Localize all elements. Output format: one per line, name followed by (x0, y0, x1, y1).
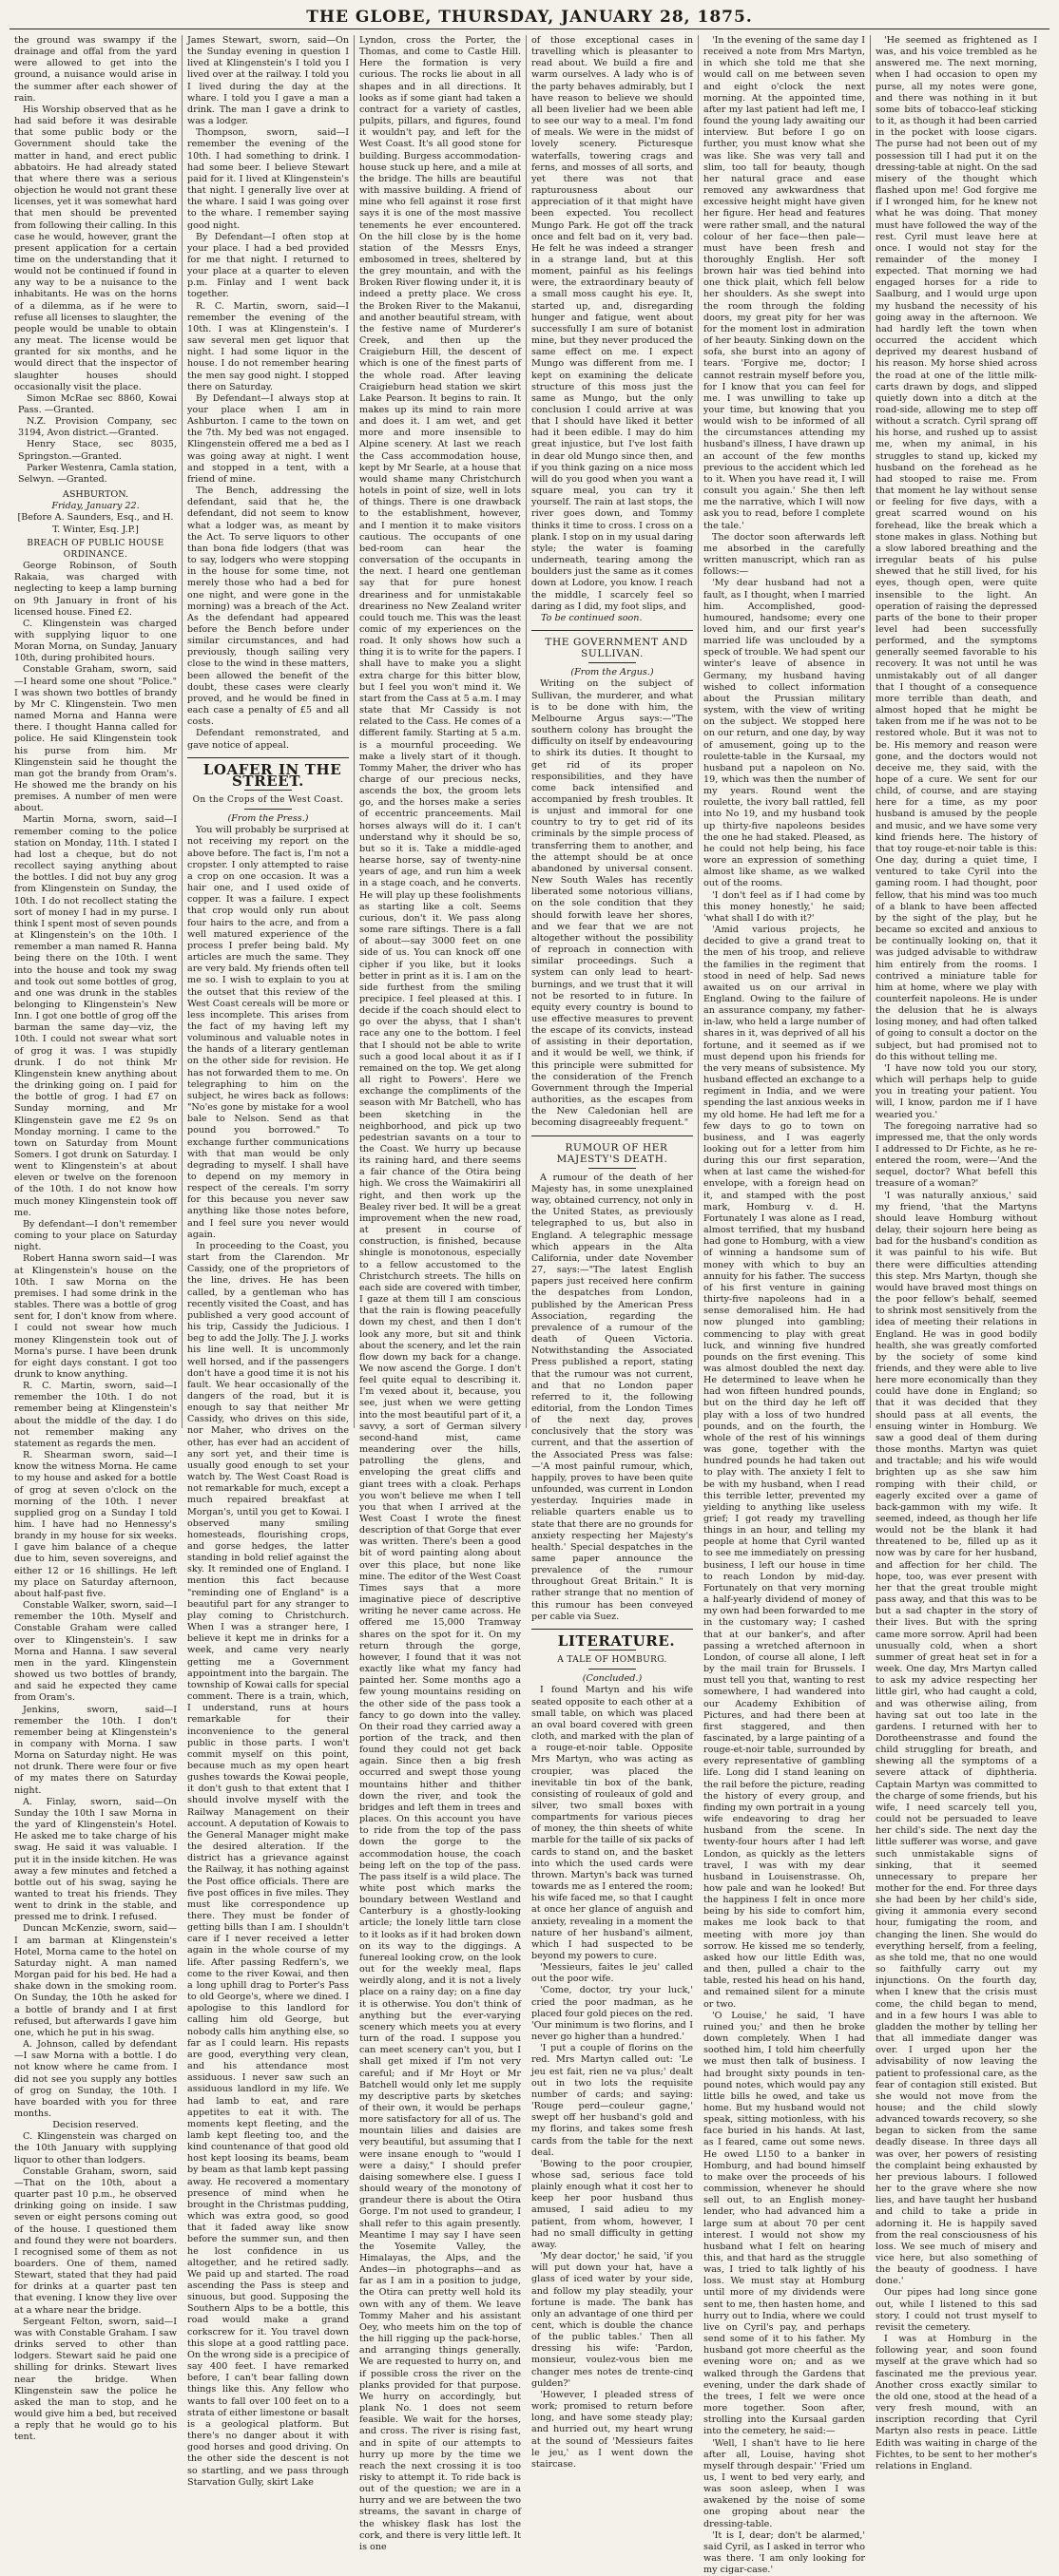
paragraph: 'Well, I shan't have to lie here after all, Louise, having shot myself through despair.' 'Fried um us, I went to bed very early, and was soon asleep, when I was awakened by the noise of some one groping about near the dressing-table. (703, 2437, 865, 2529)
paragraph: Robert Hanna sworn said—I was at Klingenstein's house on the 10th. I saw Morna on the premises. I had some drink in the stables. There was a bottle of grog sent for, I don't know from where. I could not swear how much money Klingenstein took out of Morna's purse. I have been drunk for eight days constant. I got too drunk to know anything. (14, 1253, 177, 1380)
paragraph: Lyndon, cross the Porter, the Thomas, and come to Castle Hill. Here the formation is very curious. The rocks lie about in all shapes and in all directions. It looks as if some giant had taken a contract for a variety of castles, pulpits, pillars, and figures, found it wouldn't pay, and left for the West Coast. It's all good stone for building. Burgess accommodation-house stuck up here, and a mile at the bridge. The hills are beautiful with massive building. A friend of mine who fell against it rose first says it is one of the most massive tenements he ever encountered. On the hill close by is the home station of the Messrs Enys, embosomed in trees, sheltered by the grey mountain, and with the Broken River flowing under it, it is indeed a pretty place. We cross the Broken River to the Makanui, and another beautiful stream, with the festive name of Murderer's Creek, and then up the Craigieburn Hill, the descent of which is one of the finest parts of the whole road. After leaving Craigieburn head station we skirt Lake Pearson. It begins to rain. It makes up its mind to rain more and does it. I am wet, and get more and more insensible to Alpine scenery. At last we reach the Cass accommodation house, kept by Mr Searle, at a house that would shame many Christchurch hotels in point of size, well in lots of things. There is one drawback to the establishment, however, and I mention it to make visitors cautious. The occupants of one bed-room can hear the conversation of the occupants in the next. I heard one gentleman say that for pure honest dreariness and for unmistakable dreariness no New Zealand writer could touch me. This was the least comic of my experiences on the road. It only shows how such a thing it is to write for the papers. I shall have to make you a slight extra charge for this bitter blow, but I feel you won't mind it. We start from the Cass at 5 a.m. I may state that Mr Cassidy is not related to the Cass. He comes of a different family. Starting at 5 a.m. is a mournful proceeding. We make a lively start of it though. Tommy Maher, the driver who has charge of our precious necks, ascends the box, the groom lets go, and the horses make a series of eccentric pranceements. Mail horses always will do it. I can't understand why it should be so, but so it is. Take a middle-aged hearse horse, say of twenty-nine years of age, and run him a week in a stage coach, and he converts. He will play up these foolishments as starting like a colt. Seems curious, don't it. We pass along some rare siftings. There is a fall of about—say 3000 feet on one side of us. You can knock off one cipher if you like, but it looks better in print as it is. I am on the side furthest from the smiling precipice. I feel pleased at this. I decide if the coach should elect to go over the abyss, that I shan't race any one to the bottom. I feel that I should not be able to write such a good local about it as if I remained on the top. We get along all right to Powers'. Here we exchange the compliments of the season with Mr Batchell, who has been sketching in the neighborhood, and pick up two pedestrian savants on a tour to the Coast. We hurry up because its raining hard, and there seems a fair chance of the Otira being high. We cross the Waimakiriri all right, and then work up the Bealey river bed. It will be a great improvement when the new road, at present in course of construction, is finished, because shingle is monotonous, especially to a fellow accustomed to the Christchurch streets. The hills on each side are covered with timber, I gaze at them till I am conscious that the rain is flowing peacefully down my chest, and then I don't look any more, but sit and think about the scenery, and let the rain flow down my back for a change. We now ascend the Gorge. I don't feel quite equal to describing it. I'm vexed about it, because, you see, just when we were getting into the most beautiful part of it, a savvy, a sort of German silvery second-hand mist, came meandering over the hills, patrolling the glens, and enveloping the great cliffs and giant trees with a cloak. Perhaps you won't believe me when I tell you that when I arrived at the West Coast I wrote the finest description of that Gorge that ever was written. There's been a good bit of word painting along about over this place, but none like mine. The editor of the West Coast Times says that a more imaginative piece of descriptive writing he never came across. He offered me 15,000 Tramway shares on the spot for it. On my return through the gorge, however, I found that it was not exactly like what my fancy had painted her. Some months ago a few young mountains residing on the other side of the pass took a fancy to go down into the valley. On their road they carried away a portion of the track, and then found they could not get back again. Since then a big fresh occurred and swept those young mountains hither and thither down the river, and took the bridges and left them in trees and places. On this account you have to ride from the top of the pass down the gorge to the accommodation house, the coach being left on the top of the pass. The pass itself is a wild place. The white post which marks the boundary between Westland and Canterbury is a ghostly-looking article; the lonely little tarn close to it looks as if it had broken down on its way to the diggings. A funereal looking crow, on the look out for the weekly meal, flaps weirdly along, and it is not a lively place on a rainy day; on a fine day it is otherwise. You don't think of anything but the ever-varying scenery which meets you at every turn of the road. I suppose you can meet scenery can't you, but I shall get mixed if I'm not very careful; and if Mr Hoyt or Mr Batchell would only let me supply my descriptive parts by sketches of their own, it would be perhaps more satisfactory for all of us. The mountain lilies and daisies are very beautiful, but assuming that I were insane enough to "would I were a daisy," I should prefer daising somewhere else. I guess I should weary of the monotony of grandeur there is about the Otira Gorge. I'm not used to grandeur, I shall refer to this again presently. Meantime I may say I have seen the Yosemite Valley, the Himalayas, the Alps, and the Andes—in photographs—and as far as I am in a position to judge, the Otira can pretty well hold its own with any of them. We leave Tommy Maher and his assistant Oey, who meets him on the top of the hill rigging up the pack-horse, and arranging things generally. We are requested to hurry on, and if possible cross the river on the planks provided for that purpose. We hurry on accordingly, but plank No. 1 does not seem feasible. We wait for the horses, and cross. The river is rising fast, and in spite of our attempts to hurry up more by the time we reach the next crossing it is too risky to attempt it. To ride back is out of the question; we are in a hurry and we are between the two streams, the savant in charge of the whiskey flask has lost the cork, and there is very little left. It is one (359, 35, 521, 2552)
paragraph: You will probably be surprised at not receiving my report on the above before. The fact is, I'm not a cropster. I only attempted to raise a crop on one occasion. It was a hair one, and I used oxide of copper. It was a failure. I expect that crop would only run about four hairs to the acre, and from a well matured experience of the process I prefer being bald. My articles are much the same. They are very bald. My friends often tell me so. I wish to explain to you at the outset that this review of the West Coast cereals will be more or less incomplete. This arises from the fact of my having left my voluminous and valuable notes in the hands of a literary gentleman on the other side for revision. He has not forwarded them to me. On telegraphing to him on the subject, he wires back as follows: "No'es gone by mistake for a wool bale to Nelson. Send as that pound you borrowed." To exchange further communications with that man would be only degrading to myself. I shall have to depend on my memory in respect of the cereals. I'm sorry for this because you never saw anything like those notes before, and I feel sure you never would again. (187, 825, 349, 1240)
license-grant: N.Z. Provision Company, sec 3194, Avon district.—Granted. (18, 416, 177, 439)
subheading-rule (588, 1669, 636, 1670)
paragraph: C. Klingenstein was charged on the 10th January with supplying liquor to other than lodgers. (14, 2131, 177, 2166)
paragraph: I was at Homburg in the following year, and soon found myself at the grave which had so fascinated me the previous year. Another cross exactly similar to the old one, stood at the head of a very fresh mound, with an inscription recording that Cyril Martyn also rests in peace. Little Edith was waiting in charge of the Fichtes, to be sent to her mother's relations in England. (876, 2334, 1037, 2471)
paragraph: Thompson, sworn, said—I remember the evening of the 10th. I had something to drink. I had some beer. I believe Stewart paid for it. I lived at Klingenstein's that night. I generally live over at the whare. I said I was going over to the whare. I remember saying good night. (187, 127, 349, 231)
paragraph: By defendant—I don't remember coming to your place on Saturday night. (14, 1218, 177, 1253)
paragraph: The foregoing narrative had so impressed me, that the only words I addressed to Dr Fichte, as he re-entered the room, were—'And the sequel, doctor? What befell this treasure of a woman?' (876, 1120, 1037, 1190)
paragraph: 'Messieurs, faites le jeu' called out the poor wife. (531, 1962, 693, 1985)
paragraph: George Robinson, of South Rakaia, was charged with neglecting to keep a lamp burning on 9th January in front of his licensed house. Fined £2. (14, 561, 177, 618)
paragraph: R. Shearman sworn, said—I know the witness Morna. He came to my house and asked for a bottle of grog at seven o'clock on the morning of the 10th. I never supplied grog on a Sunday I told him. I have had no Hennessy's brandy in my house for six weeks. I gave him balance of a cheque due to him, seven sovereigns, and either 12 or 16 shillings. He left my place on Saturday afternoon, about half-past five. (14, 1450, 177, 1599)
paragraph: 'My dear doctor,' he said, 'if you will put down your hat, have a glass of iced water by your side, and follow my play steadily, your fortune is made. The bank has only an advantage of one third per cent, which is double the chance of the public tables.' Then all dressing his wife: 'Pardon, monsieur, voulez-vous bien me changer mes notes de trente-cinq gulden?' (531, 2251, 693, 2389)
article-source: (From the Press.) (227, 813, 309, 825)
article-headline: THE GOVERNMENT AND SULLIVAN. (545, 636, 688, 660)
paragraph: The doctor soon afterwards left me absorbed in the carefully written manuscript, which ran as follows:— (703, 531, 865, 578)
paragraph: Sergeant Felton, sworn, said—I was with Constable Graham. I saw drinks served to other than lodgers. Stewart said he paid one shilling for drinks. Stewart lives near the bridge. When Klingenstein saw the police he asked the man to stop, and he would give him a bed, but received a reply that he would go to his tent. (14, 2316, 177, 2443)
paragraph: R. C. Martin, sworn, said—I remember the 10th. I do not remember being at Klingenstein's about the middle of the day. I do not remember making any statement as regards the men. (14, 1381, 177, 1449)
paragraph: 'My dear husband had not a fault, as I thought, when I married him. Accomplished, good-humoured, handsome; every one loved him, and our first year's married life was unclouded by a speck of trouble. We had spent our winter's leave of absence in Germany, my husband having wished to collect information about the Prussian military system, with the view of writing on the subject. We stopped here on our return, and one day, by way of amusement, going up to the roulette-table in the Kursaal, my husband put a napoleon on No. 19, which was then the number of my years. Round went the roulette, the ivory ball rattled, fell into No 19, and my husband took up thirty-five napoleons besides the one he had staked. Pleased, as he could not help being, his face wore an expression of something almost like shame, as we walked out of the rooms. (703, 578, 865, 889)
paragraph: Defendant remonstrated, and gave notice of appeal. (187, 728, 349, 751)
paragraph: James Stewart, sworn, said—On the Sunday evening in question I lived at Klingenstein's I told you I lived over at the railway. I told you I lived during the day at the whare. I told you I gave a man a drink. The man I gave a drink to was a lodger. (187, 35, 349, 127)
column-3 (354, 35, 526, 2552)
headline-rule (588, 1650, 636, 1651)
article-headline: LOAFER IN THE STREET. (202, 760, 342, 790)
paragraph: In proceeding to the Coast, you start from the Clarendon. Mr Cassidy, one of the proprietors of the line, drives. He has been called, by a gentleman who has recently visited the Coast, and has published a very good account of his trip, Cassidy the Judicious. I beg to add the Jolly. The J. J. works his line well. It is uncommonly well horsed, and if the passengers don't have a good time it is not his fault. We hear occasionally of the dangers of the road, but it is enough to say that neither Mr Cassidy, who drives on this side, nor Maher, who drives on the other, has ever had an accident of any sort yet, and their time is usually good enough to set your watch by. The West Coast Road is not remarkable for much, except a much repaired breakfast at Morgan's, until you get to Kowai. I observed many smiling homesteads, flourishing crops, and gorse hedges, the latter standing in bold relief against the sky. It reminded one of England. I mention this fact because "reminding one of England" is a beautiful part for any stranger to play coming to Christchurch. When I was a stranger here, I believe it kept me in drinks for a week, and came very nearly getting me a Government appointment into the bargain. The township of Kowai calls for special comment. There is a train, which, I understand, runs at hours remarkable for their inconvenience to the general public in those parts. I won't commit myself on this point, because much as my open heart gushes towards the Kowai people, it don't gush to that extent that I should involve myself with the Railway Management on their account. A deputation of Kowais to the General Manager might make the desired alteration. If the district has a grievance against the Railway, it has nothing against the Post office officials. There are five post offices in five miles. They must like correspondence up there. They must be fonder of getting bills than I am. I shouldn't care if I never received a letter again in the whole course of my life. After passing Redfern's, we come to the river Kowai, and then a long uphill drag to Porter's Pass to old George's, where we dined. I apologise to this landlord for calling him old George, but nobody calls him anything else, so far as I could learn. His repasts are good, everything very clean, and his attendance most assiduous. I never saw such an assiduous landlord in my life. We had lamb to eat, and rare appetites to eat it with. The moments kept fleeting, and the lamb kept fleeting too, and the kind countenance of that good old host kept loosing its beams, beam by beam as that lamb kept passing away. He recovered a momentary presence of mind when he brought in the Christmas pudding, which was extra good, so good that it faded away like snow before the summer sun, and then he lost confidence in us altogether, and he retired sadly. We paid up and started. The road ascending the Pass is steep and sinuous, but good. Supposing the Southern Alps to be a bottle, this road would make a grand corkscrew for it. You travel down this slope at a good rattling pace. On the wrong side is a precipice of say 400 feet. I have remarked before, I can't bear falling down things like this. Any fellow who wants to fall over 100 feet on to a strata of either limestone or basalt is a geological platform. But there's no danger about it with good horses and good driving. On the other side the descent is not so startling, and we pass through Starvation Gully, skirt Lake (187, 1240, 349, 2488)
section-heading: ASHBURTON. (62, 489, 129, 501)
paragraph: 'It is I, dear; don't be alarmed,' said Cyril, as I asked in terror who was there. 'I am only looking for my cigar-case.' (703, 2529, 865, 2576)
paragraph: By Defendant—I often stop at your place. I had a bed provided for me that night. I returned to your place at a quarter to eleven p.m. Finlay and I went back together. (187, 231, 349, 300)
paragraph: Constable Graham, sworn, said—I heard some one shout "Police." I was shown two bottles of brandy by Mr C. Klingenstein. Two men named Morna and Hanna were there. I thought Hanna called for police. He said Klingenstein took his purse from him. Mr Klingenstein said he thought the man got the brandy from Oram's. He showed me the brandy on his premises. A number of men were about. (14, 664, 177, 814)
section-divider (187, 757, 349, 758)
masthead: THE GLOBE, THURSDAY, JANUARY 28, 1875. (10, 8, 1049, 29)
column-6 (870, 35, 1042, 2471)
paragraph: 'I have now told you our story, which will perhaps help to guide you in treating your patient. You will, I know, pardon me if I have wearied you.' (876, 1062, 1037, 1120)
headline-rule (588, 662, 636, 663)
paragraph: A. Johnson, called by defendant—I saw Morna with a bottle. I do not know where he came from. I did not see you supply any bottles of grog on Sunday, the 10th. I have boarded with you for three months. (14, 2039, 177, 2119)
section-divider (531, 1135, 693, 1136)
continued-note: To be continued soon. (541, 612, 643, 623)
paragraph: Duncan McKenzie, sworn, said—I am barman at Klingenstein's Hotel, Morna came to the hotel on Saturday night. A man named Morgan paid for his bed. He had a shake down in the smoking room. On Sunday, the 10th he asked for a bottle of brandy and I at first refused, but afterwards I gave him one, which he put in his swag. (14, 1923, 177, 2038)
paragraph: C. Klingenstein was charged with supplying liquor to one Moran Morna, on Sunday, January 10th, during prohibited hours. (14, 618, 177, 664)
paragraph: The Bench, addressing the defendant, said that he, the defendant, did not seem to know what a lodger was, as meant by the Act. To serve liquors to other than bona fide lodgers (that was to say, lodgers who were stopping in the house for some time, not merely those who had a bed for one night, and were gone in the morning) was a breach of the Act. As the defendant had appeared before the Bench before under similar circumstances, and had previously, though sailing very close to the wind in these matters, been allowed the benefit of the doubt, these cases were clearly proved, and he would be fined in each case a penalty of £5 and all costs. (187, 486, 349, 728)
columns (10, 35, 1049, 2576)
paragraph: A rumour of the death of her Majesty has, in some unexplained way, obtained currency, not only in the United States, as previously telegraphed to us, but also in England. A telegraphic message which appears in the Alta California, under date November 27, says:—"The latest English papers just received here confirm the despatches from London, published by the American Press Association, regarding the prevalence of a rumour of the death of Queen Victoria. Notwithstanding the Associated Press published a report, stating that the rumour was not current, and that no London paper referred to it, the following editorial, from the London Times of the next day, proves conclusively that the story was current, and that the assertion of the Associated Press was false:—'A most painful rumour, which, happily, proves to have been quite unfounded, was current in London yesterday. Inquiries made in reliable quarters enable us to state that there are no grounds for anxiety respecting her Majesty's health.' Special despatches in the same paper announce the prevalence of the rumour throughout Great Britain." It is rather strange that no mention of this rumour has been conveyed per cable via Suez. (531, 1172, 693, 1622)
paragraph: 'Come, doctor, try your luck,' cried the poor madman, as he placed four gold pieces on the red. 'Our minimum is two florins, and I never go higher than a hundred.' (531, 1985, 693, 2043)
paragraph: Martin Morna, sworn, said—I remember coming to the police station on Monday, 11th. I stated I had lost a cheque, but do not recollect saying anything about the bottles. I did not buy any grog from Klingenstein on Sunday, the 10th. I do not recollect stating the sort of money I had in my purse. I think I spent most of seven pounds at Klingenstein's on the 10th. I remember a man named R. Hanna being there on the 10th. I went into the house and took my swag and took out some bottles of grog, and one was drunk in the stables belonging to Klingenstein's New Inn. I got one bottle of grog off the barman the same day—viz, the 10th. I could not swear what sort of grog it was. I was stupidly drunk. I do not think Mr Klingenstein knew anything about the drinking going on. I paid for the bottle of grog. I had £7 on Sunday morning, and Mr Klingenstein gave me £2 9s on Monday morning. I came to the town on Saturday from Mount Somers. I got drunk on Saturday. I went to Klingenstein's at about eleven or twelve on the forenoon of the 10th. I do not know how much money Klingenstein took off me. (14, 814, 177, 1218)
court-bench: [Before A. Saunders, Esq., and H. T. Winter, Esq. J.P.] (17, 512, 174, 535)
paragraph: By Defendant—I always stop at your place when I am in Ashburton. I came to the town on the 7th. My bed was not engaged. Klingenstein offered me a bed as I was going away at night. I went and stopped in a tent, with a friend of mine. (187, 392, 349, 485)
article-subheading: On the Crops of the West Coast. (192, 795, 344, 805)
paragraph: 'He seemed as frightened as I was, and his voice trembled as he answered me. The next morning, when I had occasion to open my purse, all my notes were gone, and there was nothing in it but some bits of tobacco-leaf sticking to it, as though it had been carried in the pocket with loose cigars. The purse had not been out of my possession till I had put it on the dressing-table at night. On the sad misery of the thought which flashed upon me! God forgive me if I wronged him, for he knew not what he was doing. That money must have followed the way of the rest. Cyril must leave here at once. I would not stay for the remainder of the money I expected. That morning we had engaged horses for a ride to Saalburg, and I would urge upon my husband the necessity of his going away in the afternoon. We had hardly left the town when occurred the accident which deprived my dearest husband of his reason. My horse shied across the road at one of the little milk-carts drawn by dogs, and slipped quietly down into a ditch at the road-side, allowing me to step off without a scratch. Cyril sprang off his horse, and rushed up to assist me, when my animal, in his struggles to stand up, kicked my husband on the forehead as he had stooped to raise me. From that moment he lay without sense or feeling for five days, with a great scarred wound on his forehead, like the break which a stone makes in glass. Nothing but a slow labored breathing and the irregular beats of his pulse shewed that he still lived, for his eyes, though open, were quite insensible to the light. An operation of raising the depressed parts of the bone to their proper level had been successfully performed, and the symptoms generally seemed favorable to his recovery. It was not until he was unmistakably out of all danger that I thought of a consequence more terrible than death, and almost hoped that he might be taken from me if he was not to be restored whole. But it was not to be. His memory and reason were gone, and the doctors would not deceive me, they said, with the hope of a cure. We sent for our child, of course, and are staying here for a time, as my poor husband is amused by the people and music, and we have some very kind friends here. The history of that toy rouge-et-noir table is this: One day, during a quiet time, I ventured to take Cyril into the gaming room. I had thought, poor fellow, that his mind was too much of a blank to have been affected by the sight of the play, but he became so excited and anxious to be continually looking on, that it was judged advisable to withdraw him entirely from the rooms. I contrived a miniature table for him at home, where we play with counterfeit napoleons. He is under the delusion that he is always losing money, and had often talked of going to consult a doctor on the subject, but had promised not to do this without telling me. (876, 35, 1037, 1062)
license-grant: Simon McRae sec 8860, Kowai Pass. —Granted. (18, 392, 177, 415)
decision-line: Decision reserved. (52, 2120, 139, 2131)
paragraph: 'Bowing to the poor croupier, whose sad, serious face told plainly enough what it cost her to keep her poor husband thus amused, I said adieu to my patient, from whom, however, I had no small difficulty in getting away. (531, 2158, 693, 2250)
license-grant: Henry Stace, sec 8035, Springston.—Granted. (18, 439, 177, 462)
paragraph: His Worship observed that as he had said before it was desirable that some public body or the Government should take the matter in hand, and erect public abbatoirs. He had already stated that where there was a serious objection he would not grant these licenses, yet it was somewhat hard that men should be prevented from following their calling. In this case he would, however, grant the present application for a certain time on the understanding that it would not be continued if found in any way to be a nuisance to the inhabitants. He was on the horns of a dilemma, as if he were to refuse all licenses to slaughter, the people would be unable to obtain any meat. The license would be granted for six months, and he would direct that the inspector of slaughter houses should occasionally visit the place. (14, 104, 177, 392)
paragraph: 'O Louise,' he said, 'I have ruined you;' and then he broke down completely. When I had soothed him, I told him cheerfully we must then talk of business. I had brought sixty pounds in ten-pound notes, which would pay any little bills he owed, and take us home. But my husband would not speak, sitting motionless, with his face buried in his hands. At last, as I feared, came out some news. He owed L150 to a banker in Homburg, and had bound himself to make over the proceeds of his commission, whenever he should sell out, to an English money-lender, who had advanced him a large sum at about 70 per cent interest. I would not show my husband what I felt on hearing this, and that hard as the struggle was, I tried to talk lightly of his loss. We must stay at Homburg until more of my dividends were sent to me, then hasten home, and hurry out to India, where we could live on Cyril's pay, and perhaps send some of it to his father. My husband got more cheerful as the evening wore on; and as we walked through the Gardens that evening, under the dark shade of the trees, I felt we were once more together. Soon after, strolling into the Kursaal garden into the cemetery, he said:— (703, 2010, 865, 2437)
paragraph: of those exceptional cases in travelling which is pleasanter to read about. We build a fire and warm ourselves. A lady who is of the party behaves admirably, but I have reason to believe we should all been livelier had we been able to see our way to a meal. I'm fond of meals. We were in the midst of lovely scenery. Picturesque waterfalls, towering crags and ferns, and mosses of all sorts, and yet there was not that rapturousness about our appreciation of it that might have been expected. You recollect Mungo Park. He got off the track once and felt bad on it, very bad. He felt he was indeed a stranger in a strange land, but at this moment, painful as his feelings were, the extraordinary beauty of a small moss caught his eye. It, started up, and, disregarding hunger and fatigue, went about successfully I am sure of botanist mine, but they never produced the same effect on me. I expect Mungo was different from me. I kept on examining the delicate structure of this moss just the same as Mungo, but the only conclusion I could arrive at was that I should have liked it better had it been edible. I may do him great injustice, but I've lost faith in dear old Mungo since then, and if you think gazing on a nice moss will do you good when you want a square meal, you can try it yourself. The rain at last stops, the river goes down, and Tommy thinks it time to cross. I cross on a plank. I stop on in my usual daring style; the water is foaming underneath, tearing among the boulders just the same as it comes down at Lodore, you know. I reach the middle, I scarcely feel so daring as I did, my foot slips, and (531, 35, 693, 612)
section-date: Friday, January 22. (51, 501, 140, 512)
paragraph: Constable Graham, sworn, said—That on the 10th, about a quarter past 10 p.m., he observed drinking going on inside. I saw seven or eight persons coming out of the house. I questioned them and found they were not boarders. I recognised some of them as not boarders. One of them, named Stewart, stated that they had paid for drinks at a quarter past ten that evening. I know they live over at a whare near the bridge. (14, 2166, 177, 2316)
paragraph: Writing on the subject of Sullivan, the murderer, and what is to be done with him, the Melbourne Argus says:—"The southern colony has brought the difficulty on itself by endeavouring to shirk its duties. It thought to get rid of its proper responsibilities, and they have come back intensified and accompanied by fresh troubles. It is unjust and immoral for one country to try to get rid of its criminals by the simple process of transferring them to another, and the attempt should be at once abandoned by universal consent. New South Wales has recently liberated some notorious villians, on the sole condition that they should forwith leave her shores, and we fear that we are not altogether without the possibility of reproach in connection with similar proceedings. Such a system can only lead to heart-burnings, and we trust that it will not be resorted to in future. In equity every country is bound to use effective measures to prevent the escape of its convicts, instead of assisting in their deportation, and it would be well, we think, if this principle were submitted for the consideration of the French Government through the Imperial authorities, as the escapes from the New Caledonian hell are becoming disagreeably frequent." (531, 678, 693, 1129)
paragraph: R. C. Martin, sworn, said—I remember the evening of the 10th. I was at Klingenstein's. I saw several men get liquor that night. I had some liquor in the house. I do not remember hearing the men say good night. I stopped there on Saturday. (187, 300, 349, 392)
paragraph: 'I was naturally anxious,' said my friend, 'that the Martyns should leave Homburg without delay, their sojourn here being as bad for the husband's condition as it was painful to his wife. But there were difficulties attending this step. Mrs Martyn, though she would have braved most things on the poor fellow's behalf, seemed to shrink most sensitively from the idea of meeting their relations in England. He was in good bodily health, she was greatly comforted by the society of some kind friends, and they were able to live here more economically than they could have done in England; so that it was decided that they should pass at all events, the ensuing winter in Homburg. We saw a good deal of them during those months. Martyn was quiet and tractable; and his wife would brighten up as she saw him romping with their child, or eagerly excited over a game of back-gammon with my wife. It seemed, indeed, as though her life would not be the blank it had threatened to be, filled up as it now was by care for her husband, and affection for her child. The hope, too, was ever present with her that the great trouble might pass away, and that this was to be but a sad chapter in the story of their lives. But with the spring came more sorrow. April had been unusually cold, when a short summer of great heat set in for a week. One day, Mrs Martyn called to ask my advice respecting her little girl, who had caught a cold, and was otherwise ailing, from having sat out too late in the gardens. I returned with her to Dorotheenstrasse and found the child struggling for breath, and shewing all the symptoms of a severe attack of diphtheria. Captain Martyn was committed to the charge of some friends, but his wife, I need scarcely tell you, could not be persuaded to leave her child's side. The next day the little sufferer was worse, and gave such unmistakable signs of sinking, that it seemed unnecessary to prepare her mother for the end. For three days she had been by her child's side, giving it ammonia every second hour, fumigating the room, and changing the linen. She would do everything herself, from a feeling, as she told me, that no one would so faithfully carry out my injunctions. On the fourth day, when I knew that the crisis must come, the child began to mend, and in a few hours I was able to gladden the mother by telling her that all immediate danger was over. I urged upon her the advisability of now leaving the patient to professional care, as the fear of contagion still existed. But she would not move from the house; and the child slowly advanced towards recovery, so she began to sicken from the same deadly disease. In three days all was over, her powers of resisting the complaint being exhausted by her previous labours. I followed her to the grave where she now lies, and have taught her husband and child to take a pride in adorning it. He is happily saved from the real consciousness of his loss. We see much of misery and vice here, but also something of the beauty of goodness. I have done.' (876, 1190, 1038, 2287)
column-5 (698, 35, 870, 2576)
column-4 (526, 35, 698, 2470)
paragraph: Our pipes had long since gone out, while I listened to this sad story. I could not trust myself to revisit the cemetery. (876, 2287, 1037, 2333)
section-divider (531, 1629, 693, 1630)
paragraph: the ground was swampy if the drainage and offal from the yard were allowed to get into the ground, a nuisance would arise in the summer after each shower of rain. (14, 35, 177, 104)
paragraph: 'In the evening of the same day I received a note from Mrs Martyn, in which she told me that she would call on me between seven and eight o'clock the next morning. At the appointed time, after my last patient had left me, I found the young lady awaiting our interview. But before I go on further, you must know what she was like. She was very tall and slim, too tall for beauty, though her natural grace and ease removed any awkwardness that excessive height might have given her figure. Her head and features were rather small, and the natural colour of her face—then pale—must have been fresh and thoroughly English. Her soft brown hair was tied behind into one thick plait, which fell below her shoulders. As she swept into the room through the folding doors, my great pity for her was for the moment lost in admiration of her beauty. Sinking down on the sofa, she burst into an agony of tears. 'Forgive me, doctor; I cannot restrain myself before you, for I know that you can feel for me. I was unwilling to take up your time, but knowing that you would wish to be informed of all the circumstances attending my husband's illness, I have drawn up an account of the few months previous to the accident which led to it. When you have read it, I will consult you again.' She then left me the narrative, which I will now ask you to read, before I complete the tale.' (703, 35, 865, 531)
article-headline: RUMOUR OF HER MAJESTY'S DEATH. (556, 1141, 668, 1165)
paragraph: A. Finlay, sworn, said—On Sunday the 10th I saw Morna in the yard of Klingenstein's Hotel. He asked me to take charge of his swag. He said it was valuable. I put it in the inside kitchen. He was away a few minutes and fetched a bottle out of his swag, saying he wanted to treat his friends. They went to drink in the stable, and pressed me to drink. I refused. (14, 1796, 177, 1923)
paragraph: 'However, I pleaded stress of work; promised to return before long, and have some steady play; and hurried out, my heart wrung at the sound of 'Messieurs faites le jeu,' as I went down the staircase. (531, 2389, 693, 2470)
article-source: (From the Argus.) (570, 667, 654, 678)
column-1 (10, 35, 182, 2443)
headline-rule (588, 1168, 636, 1169)
headline-rule (244, 790, 292, 791)
case-heading: BREACH OF PUBLIC HOUSE ORDINANCE. (27, 538, 164, 560)
paragraph: 'I put a couple of florins on the red. Mrs Martyn called out: 'Le jeu est fait, rien ne va plus;' dealt out in two lots the requisite number of cards; and saying: 'Rouge perd—couleur gagne,' swept off her husband's gold and my florins, and takes some fresh cards from the table for the next deal. (531, 2043, 693, 2158)
paragraph: 'I don't feel as if I had come by this money honestly,' he said; 'what shall I do with it?' (703, 889, 865, 924)
paragraph: 'Amid various projects, he decided to give a grand treat to the men of his troop, and relieve the families in the regiment that stood in need of help. Sad news awaited us on our arrival in England. Owing to the failure of an assurance company, my father-in-law, who held a large number of shares in it, was deprived of all his fortune, and it seemed as if we must depend upon his friends for the very means of subsistence. My husband effected an exchange to a regiment in India, and we were spending the last anxious weeks in my old home. He had left me for a few days to go to town on business, and I was eagerly looking out for a letter from him during this our first separation, when at last came the wished-for envelope, with a foreign head on it, and stamped with the post mark, Homburg v. d. H. Fortunately I was alone as I read, almost terrified, that my husband had gone to Homburg, with a view of winning a handsome sum of money with which to buy an annuity for his father. The success of his first venture in gaining thirty-five napoleons had in a sense demoralised him. He had now plunged into gambling; commencing to play with great luck, and winning five hundred pounds on the first evening. This was almost doubled the next day. He determined to leave when he had won fifteen hundred pounds, but on the third day he left off play with a loss of two hundred pounds, and on the fourth, the whole of the rest of his winnings was gone, together with the hundred pounds he had taken out to play with. The anxiety I felt to be with my husband, when I read this terrible letter, prevented my yielding to anything like useless grief; I got ready my travelling things in an hour, and telling my people at home that Cyril wanted to see me immediately on pressing business, I left our house in time to reach London by mid-day. Fortunately on that very morning a half-yearly dividend of money of my own had been forwarded to me in the customary way; I cashed that at our banker's, and after passing a wretched afternoon in London, of course all alone, I left by the mail train for Brussels. I must tell you that, wanting to rest somewhere, I had wandered into our Academy Exhibition of Pictures, and had there been at first staggered, and then fascinated, by a large painting of a rouge-et-noir table, surrounded by every representative of gambling life. Long did I stand leaning on the rail before the picture, reading the history of every group, and finding my own portrait in a young wife endeavoring to drag her husband from the scene. In twenty-four hours after I had left London, as quickly as the letters travel, I was with my dear husband in Louisenstrasse. Oh, how pale and wan he looked! But the happiness I felt in once more being by his side to comfort him, makes me look back to that meeting with more joy than sorrow. He kissed me so tenderly, asked how our little Edith was, and then, pulled a chair to the table, rested his head on his hand, and remained silent for a minute or two. (703, 925, 865, 2010)
paragraph: I found Martyn and his wife seated opposite to each other at a small table, on which was placed an oval board covered with green cloth, and marked with the plan of a rouge-et-noir table. Opposite Mrs Martyn, who was acting as croupier, was placed the inevitable tin box of the bank, consisting of rouleaux of gold and silver, two small boxes with compartments for various pieces of money, the thin sheets of white marble for the taille of six packs of cards to stand on, and the basket into which the used cards were thrown. Martyn's back was turned towards me as I entered the room; his wife faced me, so that I caught at once her glance of anguish and anxiety, revealing in a moment the nature of her husband's ailment, which I had suspected to be beyond my powers to cure. (531, 1685, 693, 1961)
article-headline: LITERATURE. (557, 1631, 676, 1650)
column-2 (182, 35, 354, 2488)
section-divider (531, 630, 693, 631)
license-grant: Parker Westenra, Camla station, Selwyn. —Granted. (18, 462, 177, 485)
paragraph: Jenkins, sworn, said—I remember the 10th. I don't remember being at Klingenstein's in company with Morna. I saw Morna on Saturday night. He was not drunk. There were four or five of my mates there on Saturday night. (14, 1704, 177, 1796)
subheading-rule (244, 809, 292, 810)
article-note: (Concluded.) (582, 1673, 643, 1685)
paragraph: Constable Walker, sworn, said—I remember the 10th. Myself and Constable Graham were called over to Klingenstein's. I saw Morna and Hanna. I saw several men in the yard. Klingenstein showed us two bottles of brandy, and said he expected they came from Oram's. (14, 1600, 177, 1704)
article-subheading: A TALE OF HOMBURG. (557, 1655, 667, 1666)
